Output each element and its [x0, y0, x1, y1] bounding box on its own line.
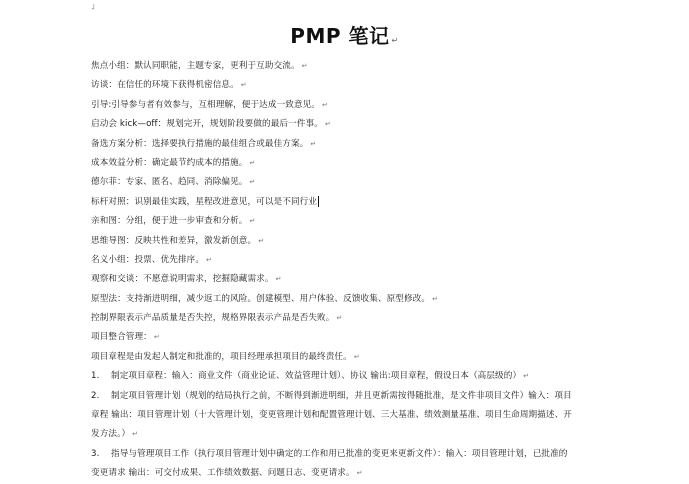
text-cursor-icon — [318, 196, 319, 207]
continuation-line[interactable] — [91, 464, 611, 483]
paragraph-mark-icon: ↵ — [132, 430, 139, 439]
line-text: 变更请求 输出：可交付成果、工作绩效数据、问题日志、变更请求。 — [91, 468, 355, 479]
paragraph-mark-icon: ↵ — [153, 333, 160, 342]
text-line[interactable] — [91, 173, 611, 192]
line-text: 访谈：在信任的环境下获得机密信息。 — [91, 80, 239, 91]
text-line[interactable] — [91, 76, 611, 95]
text-line-with-cursor[interactable] — [91, 193, 611, 212]
text-line[interactable] — [91, 154, 611, 173]
title-paragraph-mark-icon: ↵ — [391, 36, 399, 45]
line-text: 名义小组：投票、优先排序。 — [91, 254, 205, 265]
paragraph-mark-icon: ↵ — [249, 158, 256, 167]
paragraph-mark-icon: ↵ — [206, 255, 212, 264]
line-text: 引导:引导参与者有效参与，互相理解，便于达成一致意见。 — [91, 99, 321, 110]
text-line[interactable] — [91, 57, 611, 76]
text-line[interactable] — [91, 212, 611, 231]
line-text: 观察和交谈：不愿意说明需求，挖掘隐藏需求。 — [91, 274, 274, 285]
line-text: 成本效益分析：确定最节约成本的措施。 — [91, 157, 248, 168]
paragraph-mark-icon: ↵ — [249, 178, 256, 187]
paragraph-mark-icon: ↵ — [322, 100, 329, 109]
line-text: 原型法：支持渐进明细，减少返工的风险。创建模型、用户体验、反馈收集、原型修改。 — [91, 293, 431, 304]
paragraph-mark-icon: ↵ — [523, 372, 530, 381]
line-text: 控制界限表示产品质量是否失控，规格界限表示产品是否失败。 — [91, 313, 335, 324]
continuation-line[interactable] — [91, 406, 611, 425]
text-line[interactable] — [91, 348, 611, 367]
continuation-line[interactable] — [91, 425, 611, 444]
text-line[interactable] — [91, 115, 611, 134]
line-text: 备选方案分析：选择要执行措施的最佳组合或最佳方案。 — [91, 138, 309, 149]
document-body — [91, 57, 611, 484]
text-line[interactable] — [91, 135, 611, 154]
paragraph-mark-icon: ↵ — [356, 469, 363, 478]
paragraph-corner-mark: ˩ — [91, 2, 95, 11]
line-text: 焦点小组：默认同职能，主题专家，更利于互助交流。 — [91, 61, 300, 71]
list-number: 2. — [91, 390, 100, 401]
text-line[interactable] — [91, 328, 611, 347]
line-text: 德尔菲：专家、匿名、趋同、消除偏见。 — [91, 177, 248, 188]
text-line[interactable] — [91, 96, 611, 115]
paragraph-mark-icon: ↵ — [301, 62, 308, 70]
paragraph-mark-icon: ↵ — [324, 120, 331, 129]
line-text: 制定项目管理计划（规划的结局执行之前，不断得到渐进明细，并且更新需按得随批准，是文件非项目文件）输入：项目 — [111, 390, 572, 401]
text-line[interactable] — [91, 232, 611, 251]
document-title — [0, 20, 689, 49]
line-text: 亲和图：分组，便于进一步审查和分析。 — [91, 216, 248, 227]
text-line[interactable] — [91, 309, 611, 328]
paragraph-mark-icon: ↵ — [240, 81, 247, 90]
document-title-text: PMP 笔记 — [290, 24, 390, 48]
line-text: 项目章程是由发起人制定和批准的，项目经理承担项目的最终责任。 — [91, 351, 352, 362]
paragraph-mark-icon: ↵ — [275, 275, 282, 284]
paragraph-mark-icon: ↵ — [258, 236, 265, 245]
paragraph-mark-icon: ↵ — [353, 352, 360, 361]
paragraph-mark-icon: ↵ — [310, 139, 317, 148]
line-text: 制定项目章程：输入：商业文件（商业论证、效益管理计划）、协议 输出:项目章程，假设日本（高层级的） — [111, 371, 522, 382]
line-text: 标杆对照：识别最佳实践，星程改进意见，可以是不同行业 — [91, 196, 318, 207]
text-line[interactable] — [91, 270, 611, 289]
paragraph-mark-icon: ↵ — [336, 314, 343, 323]
numbered-line[interactable] — [91, 387, 611, 406]
numbered-line[interactable] — [91, 367, 611, 386]
numbered-line[interactable] — [91, 445, 611, 464]
paragraph-mark-icon: ↵ — [249, 217, 256, 226]
list-number: 3. — [91, 448, 100, 459]
line-text: 发方法。） — [91, 429, 131, 440]
paragraph-mark-icon: ↵ — [432, 294, 439, 303]
line-text: 启动会 kick—off：规划完开，规划阶段要做的最后一件事。 — [91, 119, 323, 130]
text-line[interactable] — [91, 251, 611, 270]
line-text: 项目整合管理： — [91, 332, 152, 343]
line-text: 指导与管理项目工作（执行项目管理计划中确定的工作和用已批准的变更来更新文件）：输入：项目管理计划，已批准的 — [111, 448, 568, 459]
line-text: 思维导图：反映共性和差异，激发新创意。 — [91, 235, 257, 246]
list-number: 1. — [91, 371, 100, 382]
line-text: 章程 输出：项目管理计划（十大管理计划，变更管理计划和配置管理计划、三大基准、绩效测量基准、项目生命周期描述、开 — [91, 410, 572, 421]
text-line[interactable] — [91, 290, 611, 309]
